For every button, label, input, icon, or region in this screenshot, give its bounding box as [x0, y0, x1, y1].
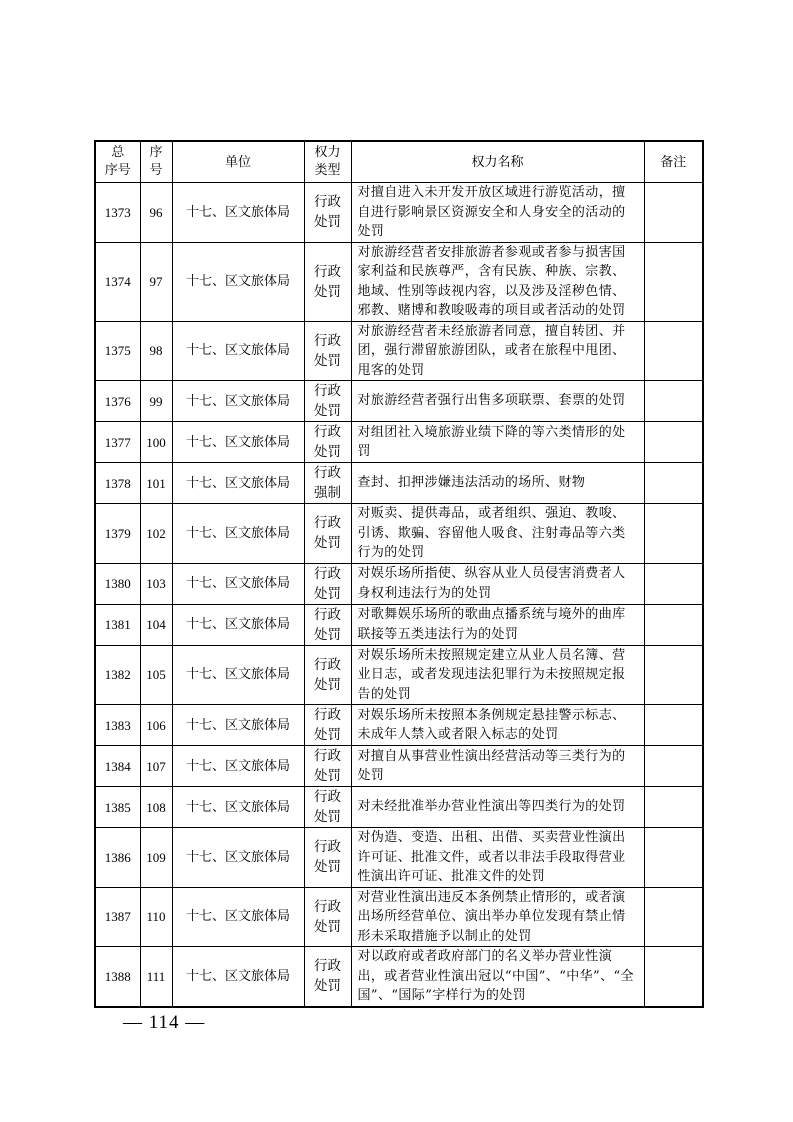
cell-power-name: 对歌舞娱乐场所的歌曲点播系统与境外的曲库联接等五类违法行为的处罚 — [351, 604, 644, 645]
cell-power-name: 对旅游经营者强行出售多项联票、套票的处罚 — [351, 381, 644, 422]
cell-seq-no: 100 — [140, 422, 172, 463]
cell-power-name: 对旅游经营者未经旅游者同意，擅自转团、并团，强行滞留旅游团队，或者在旅程中甩团、甩客的处罚 — [351, 321, 644, 381]
cell-remark — [644, 746, 703, 787]
header-power-name — [351, 141, 644, 183]
cell-remark — [644, 381, 703, 422]
cell-total-no: 1384 — [95, 746, 140, 787]
cell-remark — [644, 463, 703, 504]
cell-unit: 十七、区文旅体局 — [172, 563, 304, 604]
cell-total-no: 1385 — [95, 787, 140, 828]
cell-seq-no: 108 — [140, 787, 172, 828]
cell-power-name: 对营业性演出违反本条例禁止情形的，或者演出场所经营单位、演出举办单位发现有禁止情形未采取措施予以制止的处罚 — [351, 887, 644, 947]
table-row — [95, 705, 703, 746]
cell-total-no: 1383 — [95, 705, 140, 746]
header-unit-text: 单位 — [224, 154, 251, 170]
cell-power-name: 对未经批准举办营业性演出等四类行为的处罚 — [351, 787, 644, 828]
cell-total-no: 1387 — [95, 887, 140, 947]
cell-remark — [644, 828, 703, 888]
cell-remark — [644, 947, 703, 1007]
power-list-table — [94, 140, 704, 1008]
cell-total-no: 1374 — [95, 242, 140, 321]
table-row — [95, 321, 703, 381]
cell-power-type: 行政 处罚 — [304, 422, 351, 463]
cell-power-type: 行政 处罚 — [304, 183, 351, 243]
cell-power-type: 行政 处罚 — [304, 746, 351, 787]
table-row — [95, 887, 703, 947]
table-row — [95, 463, 703, 504]
cell-unit: 十七、区文旅体局 — [172, 947, 304, 1007]
cell-power-name: 对组团社入境旅游业绩下降的等六类情形的处罚 — [351, 422, 644, 463]
cell-remark — [644, 645, 703, 705]
cell-unit: 十七、区文旅体局 — [172, 705, 304, 746]
cell-remark — [644, 787, 703, 828]
cell-power-type: 行政 处罚 — [304, 242, 351, 321]
cell-power-type: 行政 强制 — [304, 463, 351, 504]
cell-power-name: 对娱乐场所未按照规定建立从业人员名簿、营业日志，或者发现违法犯罪行为未按照规定报告的处罚 — [351, 645, 644, 705]
cell-unit: 十七、区文旅体局 — [172, 645, 304, 705]
cell-seq-no: 102 — [140, 504, 172, 564]
cell-unit: 十七、区文旅体局 — [172, 183, 304, 243]
cell-total-no: 1388 — [95, 947, 140, 1007]
cell-power-type: 行政 处罚 — [304, 321, 351, 381]
header-power-name-text: 权力名称 — [471, 154, 524, 170]
cell-remark — [644, 887, 703, 947]
table-row — [95, 645, 703, 705]
cell-total-no: 1377 — [95, 422, 140, 463]
page-number: — 114 — — [123, 1012, 206, 1033]
cell-power-type: 行政 处罚 — [304, 947, 351, 1007]
header-total-no-text: 总 序号 — [104, 145, 131, 178]
cell-power-type: 行政 处罚 — [304, 563, 351, 604]
cell-seq-no: 103 — [140, 563, 172, 604]
cell-total-no: 1373 — [95, 183, 140, 243]
cell-unit: 十七、区文旅体局 — [172, 504, 304, 564]
table-row — [95, 504, 703, 564]
table-row — [95, 604, 703, 645]
cell-unit: 十七、区文旅体局 — [172, 242, 304, 321]
cell-unit: 十七、区文旅体局 — [172, 604, 304, 645]
cell-seq-no: 99 — [140, 381, 172, 422]
cell-power-type: 行政 处罚 — [304, 381, 351, 422]
header-total-no — [95, 141, 140, 183]
cell-power-name: 对伪造、变造、出租、出借、买卖营业性演出许可证、批准文件，或者以非法手段取得营业性演出许可证、批准文件的处罚 — [351, 828, 644, 888]
header-seq-no-text: 序 号 — [149, 145, 163, 178]
table-header-row — [95, 141, 703, 183]
cell-remark — [644, 422, 703, 463]
cell-seq-no: 110 — [140, 887, 172, 947]
cell-seq-no: 101 — [140, 463, 172, 504]
cell-unit: 十七、区文旅体局 — [172, 828, 304, 888]
cell-total-no: 1382 — [95, 645, 140, 705]
header-remark — [644, 141, 703, 183]
header-power-type-text: 权力 类型 — [314, 145, 341, 178]
table-row — [95, 381, 703, 422]
cell-remark — [644, 183, 703, 243]
cell-power-name: 对旅游经营者安排旅游者参观或者参与损害国家利益和民族尊严，含有民族、种族、宗教、地域、性别等歧视内容，以及涉及淫秽色情、邪教、赌博和教唆吸毒的项目或者活动的处罚 — [351, 242, 644, 321]
cell-unit: 十七、区文旅体局 — [172, 787, 304, 828]
cell-unit: 十七、区文旅体局 — [172, 321, 304, 381]
power-list-table-container — [94, 140, 702, 1008]
cell-seq-no: 106 — [140, 705, 172, 746]
table-row — [95, 183, 703, 243]
cell-total-no: 1380 — [95, 563, 140, 604]
cell-seq-no: 96 — [140, 183, 172, 243]
cell-power-type: 行政 处罚 — [304, 645, 351, 705]
header-power-type — [304, 141, 351, 183]
cell-total-no: 1375 — [95, 321, 140, 381]
cell-unit: 十七、区文旅体局 — [172, 746, 304, 787]
table-row — [95, 828, 703, 888]
cell-unit: 十七、区文旅体局 — [172, 422, 304, 463]
cell-unit: 十七、区文旅体局 — [172, 463, 304, 504]
cell-power-name: 对娱乐场所指使、纵容从业人员侵害消费者人身权利违法行为的处罚 — [351, 563, 644, 604]
cell-remark — [644, 604, 703, 645]
cell-power-type: 行政 处罚 — [304, 787, 351, 828]
cell-total-no: 1376 — [95, 381, 140, 422]
cell-remark — [644, 705, 703, 746]
header-seq-no — [140, 141, 172, 183]
cell-power-type: 行政 处罚 — [304, 504, 351, 564]
cell-seq-no: 109 — [140, 828, 172, 888]
table-row — [95, 787, 703, 828]
cell-total-no: 1386 — [95, 828, 140, 888]
cell-power-name: 查封、扣押涉嫌违法活动的场所、财物 — [351, 463, 644, 504]
cell-total-no: 1379 — [95, 504, 140, 564]
cell-power-name: 对擅自从事营业性演出经营活动等三类行为的处罚 — [351, 746, 644, 787]
cell-seq-no: 105 — [140, 645, 172, 705]
cell-remark — [644, 504, 703, 564]
cell-remark — [644, 321, 703, 381]
cell-seq-no: 104 — [140, 604, 172, 645]
cell-seq-no: 111 — [140, 947, 172, 1007]
cell-power-type: 行政 处罚 — [304, 604, 351, 645]
cell-power-type: 行政 处罚 — [304, 828, 351, 888]
table-row — [95, 947, 703, 1007]
table-row — [95, 563, 703, 604]
cell-power-name: 对娱乐场所未按照本条例规定悬挂警示标志、未成年人禁入或者限入标志的处罚 — [351, 705, 644, 746]
cell-unit: 十七、区文旅体局 — [172, 381, 304, 422]
table-body — [95, 183, 703, 1007]
table-row — [95, 242, 703, 321]
cell-seq-no: 107 — [140, 746, 172, 787]
cell-power-name: 对以政府或者政府部门的名义举办营业性演出，或者营业性演出冠以“中国”、“中华”、“全国”、“国际”字样行为的处罚 — [351, 947, 644, 1007]
cell-total-no: 1378 — [95, 463, 140, 504]
cell-remark — [644, 563, 703, 604]
header-remark-text: 备注 — [660, 154, 687, 170]
header-unit — [172, 141, 304, 183]
cell-power-name: 对擅自进入未开发开放区域进行游览活动，擅自进行影响景区资源安全和人身安全的活动的处罚 — [351, 183, 644, 243]
cell-seq-no: 98 — [140, 321, 172, 381]
cell-unit: 十七、区文旅体局 — [172, 887, 304, 947]
table-row — [95, 422, 703, 463]
cell-power-name: 对贩卖、提供毒品，或者组织、强迫、教唆、引诱、欺骗、容留他人吸食、注射毒品等六类行为的处罚 — [351, 504, 644, 564]
table-row — [95, 746, 703, 787]
cell-power-type: 行政 处罚 — [304, 887, 351, 947]
cell-seq-no: 97 — [140, 242, 172, 321]
cell-total-no: 1381 — [95, 604, 140, 645]
cell-remark — [644, 242, 703, 321]
cell-power-type: 行政 处罚 — [304, 705, 351, 746]
